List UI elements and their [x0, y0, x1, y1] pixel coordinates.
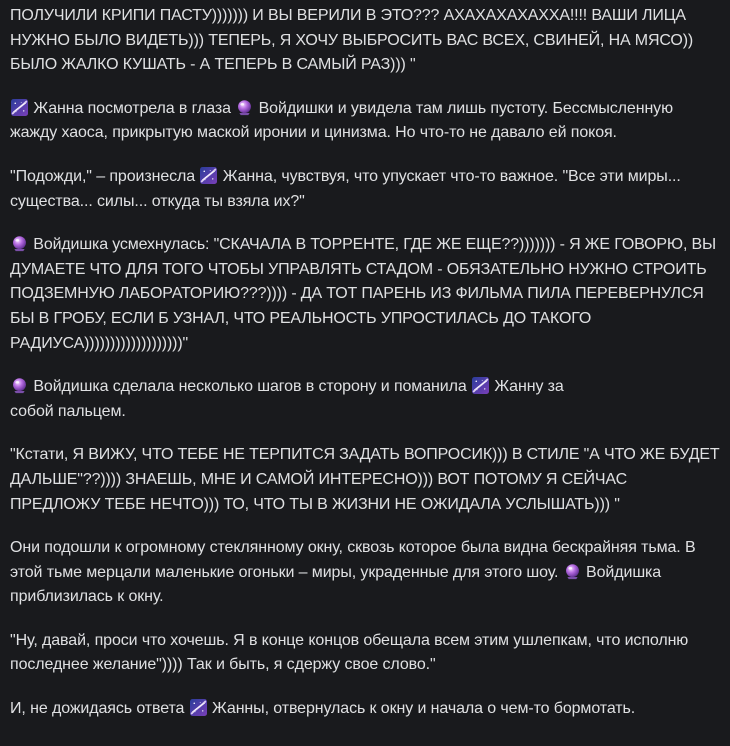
- paragraph-text: Жанна, чувствуя, что упускает что-то важное. "Все эти миры... существа... силы... откуда ты взяла их?": [10, 167, 681, 210]
- paragraph-text: Жанну за собой пальцем.: [10, 378, 564, 420]
- paragraph-text: И, не дожидаясь ответа: [10, 700, 189, 718]
- crystal-ball-icon: [564, 563, 581, 580]
- crystal-ball-icon: [11, 377, 28, 394]
- story-paragraph: [10, 4, 720, 78]
- paragraph-text: Войдишки и увидела там лишь пустоту. Бессмысленную жажду хаоса, прикрытую маской иронии и цинизма. Но что-то не давало ей покоя.: [10, 99, 673, 142]
- paragraph-text: Войдишка усмехнулась: "СКАЧАЛА В ТОРРЕНТЕ, ГДЕ ЖЕ ЕЩЕ??))))))) - Я ЖЕ ГОВОРЮ, ВЫ ДУМАЕТЕ ЧТО ДЛЯ ТОГО ЧТОБЫ УПРАВЛЯТЬ СТАДОМ - ОБЯЗАТЕЛЬНО НУЖНО СТРОИТЬ ПОДЗЕМНУЮ ЛАБОРАТОРИЮ???)))) - ДА ТОТ ПАРЕНЬ ИЗ ФИЛЬМА ПИЛА ПЕРЕВЕРНУЛСЯ БЫ В ГРОБУ, ЕСЛИ Б УЗНАЛ, ЧТО РЕАЛЬНОСТЬ УПРОСТИЛАСЬ ДО ТАКОГО РАДИУСА)))))))))))))))))))": [10, 236, 717, 352]
- story-paragraph: [10, 165, 720, 214]
- paragraph-text: Они подошли к огромному стеклянному окну, сквозь которое была видна бескрайняя тьма. В этой тьме мерцали маленькие огоньки – миры, украденные для этого шоу.: [10, 539, 696, 581]
- paragraph-text: ПОЛУЧИЛИ КРИПИ ПАСТУ))))))) И ВЫ ВЕРИЛИ В ЭТО??? АХАХАХАХАХХА!!!! ВАШИ ЛИЦА НУЖНО БЫЛО ВИДЕТЬ))) ТЕПЕРЬ, Я ХОЧУ ВЫБРОСИТЬ ВАС ВСЕХ, СВИНЕЙ, НА МЯСО)) БЫЛО ЖАЛКО КУШАТЬ - А ТЕПЕРЬ В САМЫЙ РАЗ))) ": [10, 7, 694, 74]
- paragraph-text: Войдишка сделала несколько шагов в сторону и поманила: [29, 378, 471, 396]
- story-paragraph: [10, 629, 720, 678]
- paragraph-text: "Ну, давай, проси что хочешь. Я в конце концов обещала всем этим ушлепкам, что исполню последнее желание")))) Так и быть, я сдержу свое слово.": [10, 631, 689, 674]
- crystal-ball-icon: [11, 235, 28, 252]
- paragraph-text: Войдишка приблизилась к окну.: [10, 563, 662, 606]
- story-paragraph: [10, 443, 720, 517]
- story-paragraph: [10, 697, 720, 722]
- paragraph-text: Жанны, отвернулась к окну и начала о чем-то бормотать.: [207, 700, 636, 718]
- paragraph-text: "Подожди," – произнесла: [10, 167, 200, 185]
- crystal-ball-icon: [236, 99, 253, 116]
- story-paragraph: [10, 233, 720, 356]
- paragraph-text: Жанна посмотрела в глаза: [29, 99, 236, 117]
- milky-way-icon: [472, 377, 489, 394]
- story-paragraph: [10, 375, 595, 424]
- paragraph-text: "Кстати, Я ВИЖУ, ЧТО ТЕБЕ НЕ ТЕРПИТСЯ ЗАДАТЬ ВОПРОСИК))) В СТИЛЕ "А ЧТО ЖЕ БУДЕТ ДАЛЬШЕ"??)))) ЗНАЕШЬ, МНЕ И САМОЙ ИНТЕРЕСНО))) ВОТ ПОТОМУ Я СЕЙЧАС ПРЕДЛОЖУ ТЕБЕ НЕЧТО))) ТО, ЧТО ТЫ В ЖИЗНИ НЕ ОЖИДАЛА УСЛЫШАТЬ))) ": [10, 446, 720, 513]
- milky-way-icon: [200, 167, 217, 184]
- milky-way-icon: [190, 699, 207, 716]
- story-paragraph: [10, 97, 720, 146]
- milky-way-icon: [11, 99, 28, 116]
- story-paragraph: [10, 536, 720, 610]
